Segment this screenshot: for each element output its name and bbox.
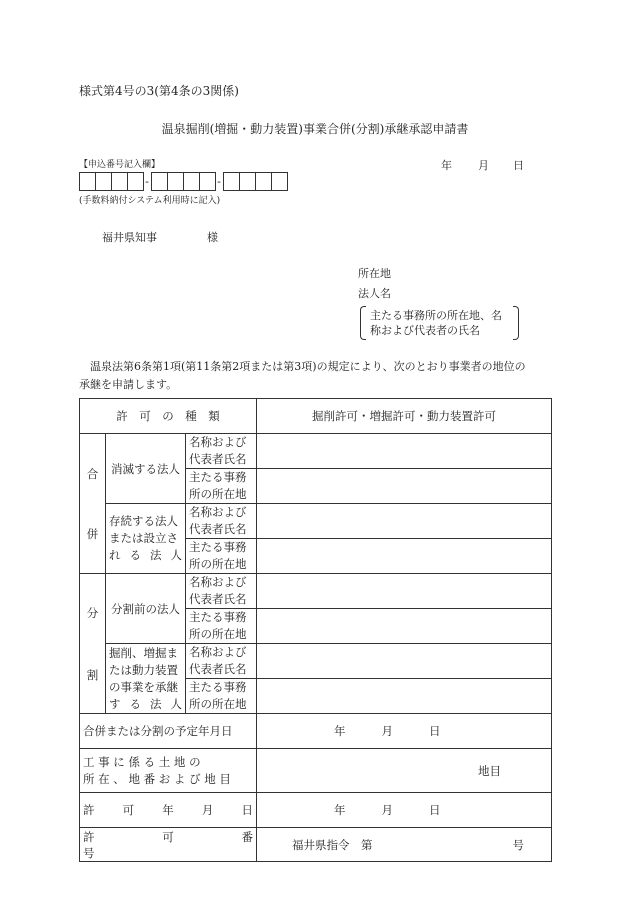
digit-box[interactable]: [271, 172, 288, 191]
digit-box[interactable]: [199, 172, 216, 191]
application-no-boxes[interactable]: [79, 171, 287, 191]
pre-split-name-field[interactable]: [257, 574, 552, 609]
merger-label: 合 併: [80, 434, 106, 574]
surviving-office-field[interactable]: [257, 539, 552, 574]
land-category-label: 地目: [478, 763, 502, 778]
honorific: 様: [207, 231, 218, 244]
applicant-note-line1: 主たる事務所の所在地、名: [370, 309, 502, 322]
table-row: [80, 714, 552, 749]
addressee: 福井県知事: [102, 231, 157, 244]
name-rep-label: 名称および 代表者氏名: [186, 434, 257, 469]
digit-box[interactable]: [95, 172, 112, 191]
successor-office-field[interactable]: [257, 679, 552, 714]
table-row: [80, 574, 552, 609]
split-label: 分 割: [80, 574, 106, 714]
office-label: 主たる事務 所の所在地: [186, 469, 257, 504]
office-label: 主たる事務 所の所在地: [186, 679, 257, 714]
applicant-address-label: 所在地: [358, 267, 391, 280]
application-no-label: 【申込番号記入欄】: [79, 160, 161, 170]
scheduled-date-label: 合併または分割の予定年月日: [80, 714, 257, 749]
page-title: 温泉掘削(増掘・動力装置)事業合併(分割)承継承認申請書: [161, 122, 469, 136]
table-row: [80, 504, 552, 539]
surviving-corp-label: 存続する法人 または設立さ れ る 法 人: [106, 504, 186, 574]
applicant-note-line2: 称および代表者の氏名: [370, 324, 480, 337]
table-row: [80, 434, 552, 469]
form-number: 様式第4号の3(第4条の3関係): [79, 84, 239, 98]
table-row: [80, 828, 552, 862]
application-table: [79, 398, 552, 862]
table-row: [80, 793, 552, 828]
digit-box[interactable]: [151, 172, 168, 191]
date-year: 年: [441, 159, 452, 172]
separator: -: [217, 175, 221, 188]
office-label: 主たる事務 所の所在地: [186, 539, 257, 574]
land-location-field[interactable]: [257, 749, 552, 793]
fee-note: (手数料納付システム利用時に記入): [79, 196, 221, 206]
land-location-label: 工 事 に 係 る 土 地 の 所 在 、 地 番 お よ び 地 目: [80, 749, 257, 793]
scheduled-date-field[interactable]: 年 月 日: [257, 714, 552, 749]
digit-box[interactable]: [79, 172, 96, 191]
digit-box[interactable]: [239, 172, 256, 191]
successor-name-field[interactable]: [257, 644, 552, 679]
extinct-corp-label: 消滅する法人: [106, 434, 186, 504]
permit-type-label: 許 可 の 種 類: [80, 399, 257, 434]
digit-box[interactable]: [223, 172, 240, 191]
date-month: 月: [478, 159, 489, 172]
digit-box[interactable]: [183, 172, 200, 191]
permit-no-field[interactable]: 福井県指令 第 号: [257, 828, 552, 862]
applicant-name-label: 法人名: [358, 287, 391, 300]
pre-split-office-field[interactable]: [257, 609, 552, 644]
digit-box[interactable]: [167, 172, 184, 191]
name-rep-label: 名称および 代表者氏名: [186, 644, 257, 679]
body-text-line1: 温泉法第6条第1項(第11条第2項または第3項)の規定により、次のとおり事業者の地位の: [90, 360, 526, 373]
permit-date-label: 許 可 年 月 日: [80, 793, 257, 828]
digit-box[interactable]: [111, 172, 128, 191]
bracket-left: [360, 306, 366, 340]
digit-box[interactable]: [127, 172, 144, 191]
pre-split-corp-label: 分割前の法人: [106, 574, 186, 644]
body-text-line2: 承継を申請します。: [79, 378, 178, 391]
extinct-office-field[interactable]: [257, 469, 552, 504]
separator: -: [145, 175, 149, 188]
table-row: [80, 749, 552, 793]
table-row: [80, 644, 552, 679]
successor-corp-label: 掘削、増掘ま たは動力装置 の事業を承継 す る 法 人: [106, 644, 186, 714]
permit-type-value: 掘削許可・増掘許可・動力装置許可: [257, 399, 552, 434]
table-row: [80, 399, 552, 434]
permit-no-label: 許 可 番 号: [80, 828, 257, 862]
date-day: 日: [513, 159, 524, 172]
bracket-right: [513, 306, 519, 340]
extinct-name-field[interactable]: [257, 434, 552, 469]
name-rep-label: 名称および 代表者氏名: [186, 574, 257, 609]
office-label: 主たる事務 所の所在地: [186, 609, 257, 644]
surviving-name-field[interactable]: [257, 504, 552, 539]
digit-box[interactable]: [255, 172, 272, 191]
permit-date-field[interactable]: 年 月 日: [257, 793, 552, 828]
name-rep-label: 名称および 代表者氏名: [186, 504, 257, 539]
